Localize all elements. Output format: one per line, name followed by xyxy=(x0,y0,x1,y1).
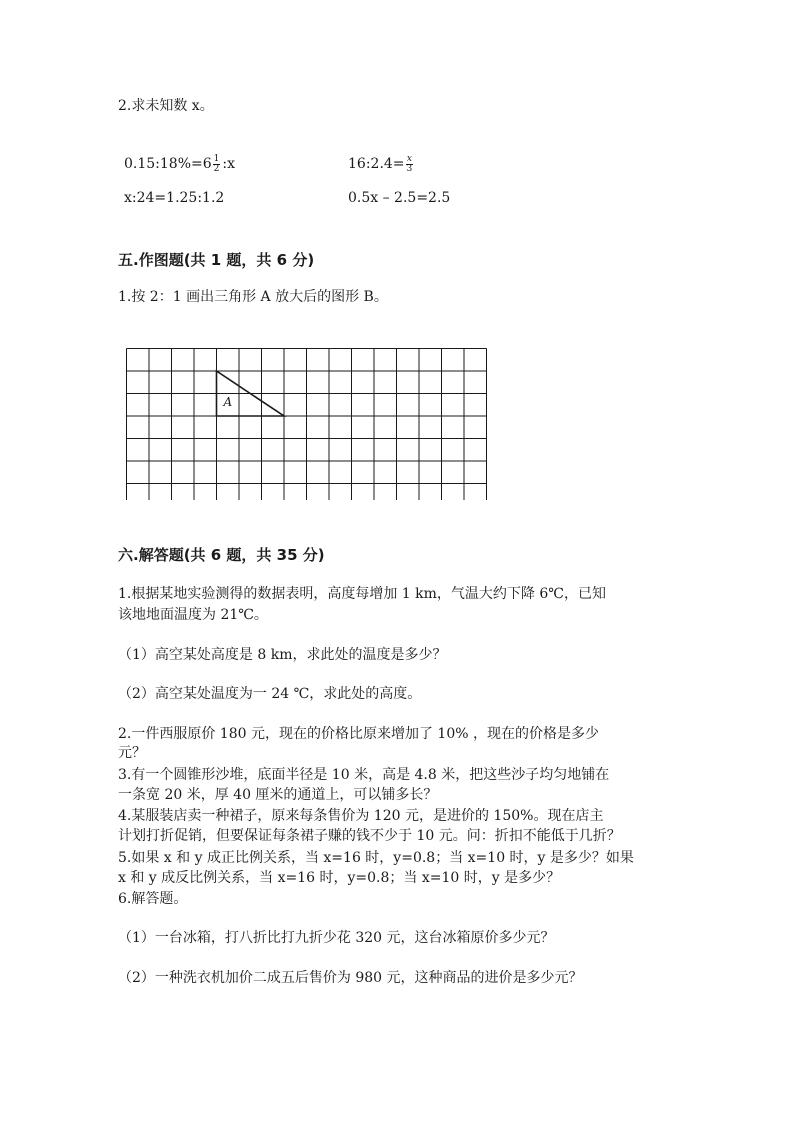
answer-q5-line1: 5.如果 x 和 y 成正比例关系，当 x=16 时，y=0.8；当 x=10 时，y 是多少？如果 xyxy=(118,850,634,866)
drawing-grid xyxy=(126,348,490,500)
equation-1-suffix: :x xyxy=(222,156,236,172)
equation-1-fraction xyxy=(213,155,221,174)
answer-q2-line2: 元？ xyxy=(118,745,146,761)
triangle-a-label: A xyxy=(223,395,233,409)
fraction-denominator: 2 xyxy=(213,163,220,174)
answer-q5-line2: x 和 y 成反比例关系，当 x=16 时，y=0.8；当 x=10 时，y 是多少？ xyxy=(118,870,561,886)
fraction-numerator: x xyxy=(406,153,412,164)
answer-q1-line1: 1.根据某地实验测得的数据表明，高度每增加 1 km，气温大约下降 6℃，已知 xyxy=(118,586,606,602)
fraction-numerator: 1 xyxy=(213,153,220,164)
fraction-denominator: 3 xyxy=(406,163,413,174)
equation-1-prefix: 0.15:18%=6 xyxy=(124,156,212,172)
equation-2-fraction xyxy=(406,155,414,174)
answer-q4-line2: 计划打折促销，但要保证每条裙子赚的钱不少于 10 元。问：折扣不能低于几折？ xyxy=(118,828,621,844)
equation-4: 0.5x – 2.5=2.5 xyxy=(348,190,451,206)
equation-1 xyxy=(124,154,235,174)
grid-lines xyxy=(127,349,487,501)
equation-2-prefix: 16:2.4= xyxy=(348,156,405,172)
answer-q3-line2: 一条宽 20 米，厚 40 厘米的通道上，可以铺多长？ xyxy=(118,787,438,803)
answer-q4-line1: 4.某服装店卖一种裙子，原来每条售价为 120 元，是进价的 150%。现在店主 xyxy=(118,808,604,824)
answer-q1-sub1: （1）高空某处高度是 8 km，求此处的温度是多少？ xyxy=(118,647,447,663)
section-heading-drawing: 五.作图题(共 1 题，共 6 分) xyxy=(118,251,315,269)
question-title-solve-x: 2.求未知数 x。 xyxy=(118,98,214,114)
answer-q2-line1: 2.一件西服原价 180 元，现在的价格比原来增加了 10% ，现在的价格是多少 xyxy=(118,726,599,742)
answer-q1-line2: 该地地面温度为 21℃。 xyxy=(118,607,268,623)
answer-q3-line1: 3.有一个圆锥形沙堆，底面半径是 10 米，高是 4.8 米，把这些沙子均匀地铺在 xyxy=(118,767,610,783)
section-heading-answers: 六.解答题(共 6 题，共 35 分) xyxy=(118,546,325,564)
answer-q1-sub2: （2）高空某处温度为一 24 ℃，求此处的高度。 xyxy=(118,686,422,702)
answer-q6-title: 6.解答题。 xyxy=(118,891,188,907)
drawing-question-1: 1.按 2：1 画出三角形 A 放大后的图形 B。 xyxy=(118,289,388,305)
answer-q6-sub2: （2）一种洗衣机加价二成五后售价为 980 元，这种商品的进价是多少元？ xyxy=(118,970,583,986)
equation-2 xyxy=(348,154,415,174)
answer-q6-sub1: （1）一台冰箱，打八折比打九折少花 320 元，这台冰箱原价多少元？ xyxy=(118,930,555,946)
equation-3: x:24=1.25:1.2 xyxy=(124,190,225,206)
